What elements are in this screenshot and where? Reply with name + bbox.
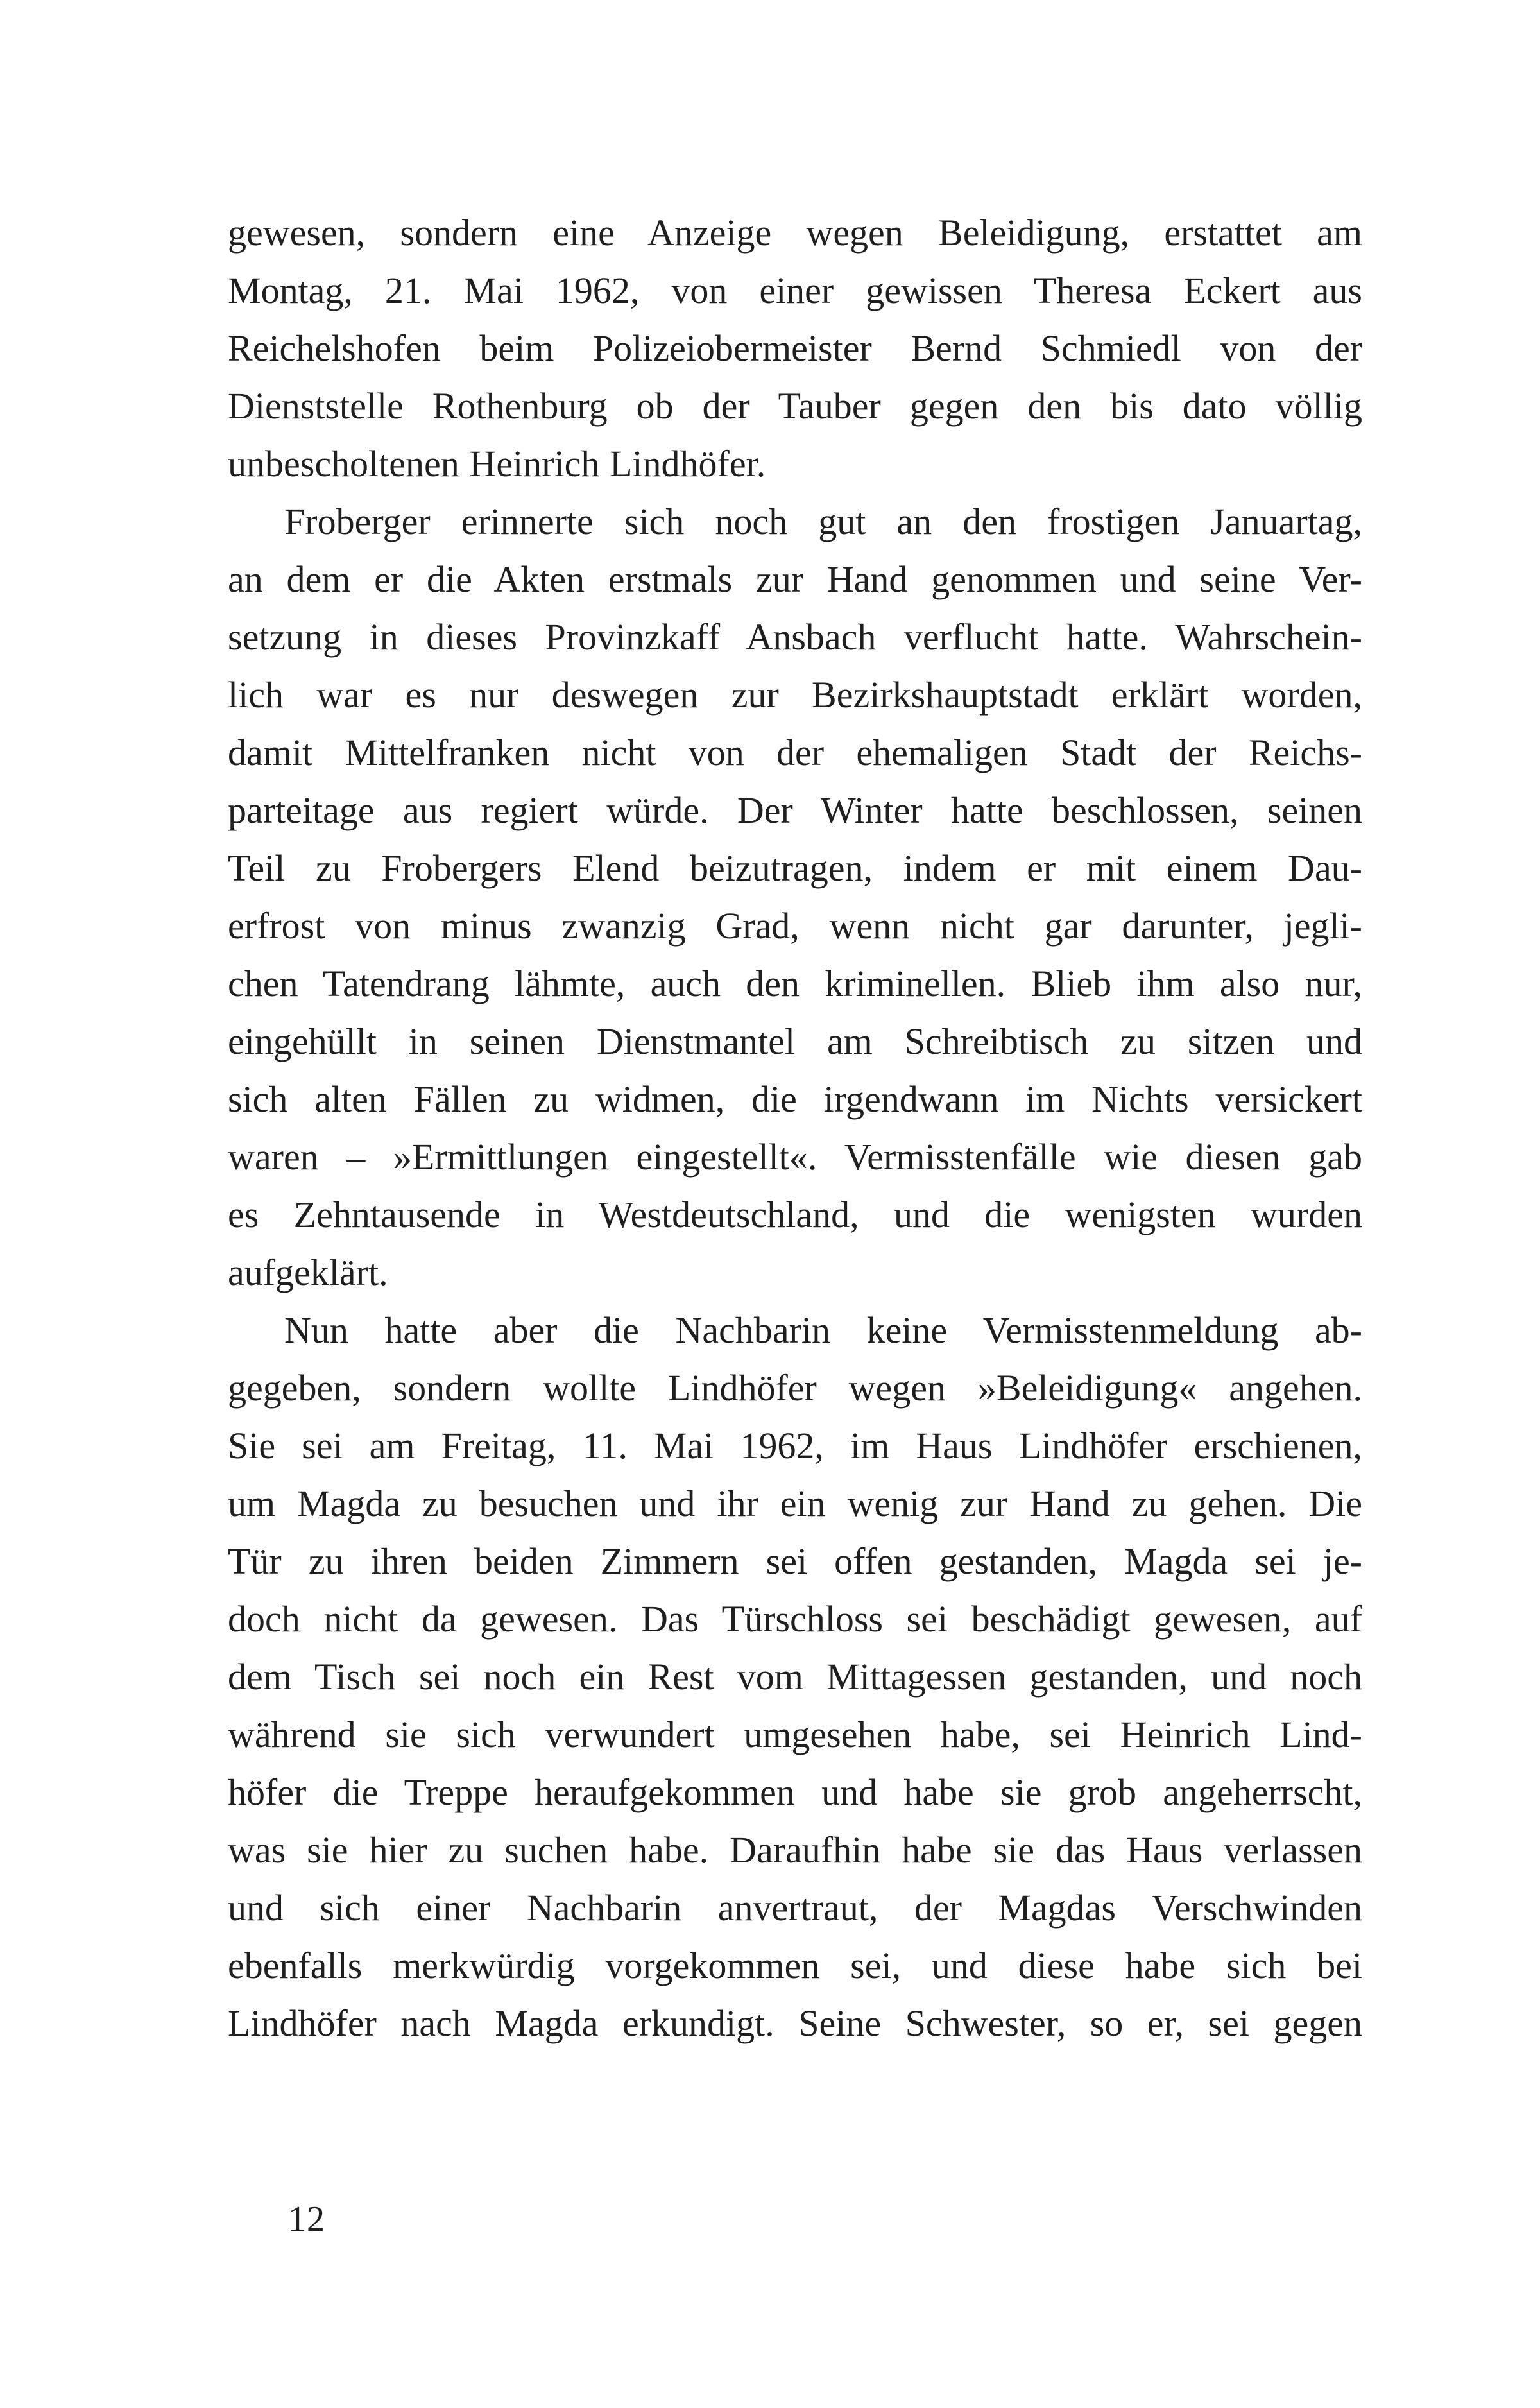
text-line: eingehüllt in seinen Dienstmantel am Schreibtisch zu sitzen und (228, 1020, 1362, 1062)
text-line: sich alten Fällen zu widmen, die irgendwann im Nichts versickert (228, 1078, 1362, 1120)
paragraph (228, 493, 1362, 1302)
text-line: gegeben, sondern wollte Lindhöfer wegen »Beleidigung« angehen. (228, 1367, 1362, 1409)
text-line: Reichelshofen beim Polizeiobermeister Bernd Schmiedl von der (228, 327, 1362, 369)
text-line: um Magda zu besuchen und ihr ein wenig zur Hand zu gehen. Die (228, 1483, 1362, 1524)
text-line: erfrost von minus zwanzig Grad, wenn nicht gar darunter, jegli- (228, 905, 1362, 947)
text-line: während sie sich verwundert umgesehen habe, sei Heinrich Lind- (228, 1714, 1362, 1755)
text-line: höfer die Treppe heraufgekommen und habe sie grob angeherrscht, (228, 1771, 1362, 1813)
text-line: setzung in dieses Provinzkaff Ansbach verflucht hatte. Wahrschein- (228, 616, 1362, 658)
text-line: Teil zu Frobergers Elend beizutragen, indem er mit einem Dau- (228, 847, 1362, 889)
text-line: doch nicht da gewesen. Das Türschloss sei beschädigt gewesen, auf (228, 1598, 1362, 1640)
text-line: parteitage aus regiert würde. Der Winter hatte beschlossen, seinen (228, 789, 1362, 831)
text-line: es Zehntausende in Westdeutschland, und die wenigsten wurden (228, 1194, 1362, 1235)
text-line: und sich einer Nachbarin anvertraut, der Magdas Verschwinden (228, 1887, 1362, 1929)
paragraph (228, 204, 1362, 493)
text-line: aufgeklärt. (228, 1251, 388, 1293)
text-line: Montag, 21. Mai 1962, von einer gewissen Theresa Eckert aus (228, 270, 1362, 311)
paragraph (228, 1302, 1362, 2052)
text-line: Tür zu ihren beiden Zimmern sei offen gestanden, Magda sei je- (228, 1540, 1362, 1582)
text-line: an dem er die Akten erstmals zur Hand genommen und seine Ver- (228, 558, 1362, 600)
text-line: was sie hier zu suchen habe. Daraufhin habe sie das Haus verlassen (228, 1829, 1362, 1871)
text-line: Lindhöfer nach Magda erkundigt. Seine Schwester, so er, sei gegen (228, 2002, 1362, 2044)
text-line: waren – »Ermittlungen eingestellt«. Vermisstenfälle wie diesen gab (228, 1136, 1362, 1178)
text-line: chen Tatendrang lähmte, auch den kriminellen. Blieb ihm also nur, (228, 963, 1362, 1004)
text-block (228, 204, 1362, 2052)
text-line: dem Tisch sei noch ein Rest vom Mittagessen gestanden, und noch (228, 1656, 1362, 1698)
text-line: damit Mittelfranken nicht von der ehemaligen Stadt der Reichs- (228, 732, 1362, 773)
text-line: Nun hatte aber die Nachbarin keine Vermisstenmeldung ab- (284, 1309, 1362, 1351)
text-line: unbescholtenen Heinrich Lindhöfer. (228, 443, 766, 485)
text-line: Dienststelle Rothenburg ob der Tauber gegen den bis dato völlig (228, 385, 1362, 427)
text-line: ebenfalls merkwürdig vorgekommen sei, und diese habe sich bei (228, 1945, 1362, 1986)
page-number: 12 (288, 2199, 325, 2239)
text-line: gewesen, sondern eine Anzeige wegen Beleidigung, erstattet am (228, 212, 1362, 254)
text-line: Froberger erinnerte sich noch gut an den frostigen Januartag, (284, 501, 1362, 542)
text-line: Sie sei am Freitag, 11. Mai 1962, im Haus Lindhöfer erschienen, (228, 1425, 1362, 1466)
text-line: lich war es nur deswegen zur Bezirkshauptstadt erklärt worden, (228, 674, 1362, 716)
